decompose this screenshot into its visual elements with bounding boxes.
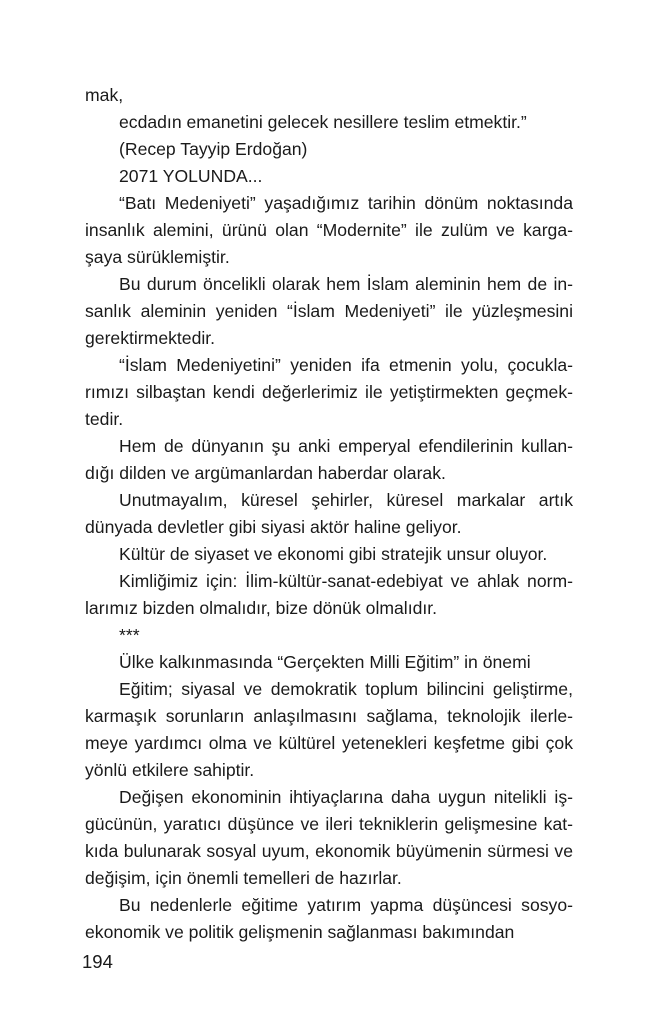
paragraph: Bu nedenlerle eğitime yatırım yapma düşüncesi sosyo-ekonomik ve politik gelişmenin sağlanması bakımından <box>85 895 573 942</box>
page-body <box>85 82 573 946</box>
page-number: 194 <box>82 951 113 972</box>
paragraph: Bu durum öncelikli olarak hem İslam aleminin hem de insanlık aleminin yeniden “İslam Medeniyeti” ile yüzleşmesini gerektirmektedir. <box>85 274 573 348</box>
section-heading: Ülke kalkınmasında “Gerçekten Milli Eğitim” in önemi <box>119 652 531 672</box>
paragraph: Değişen ekonominin ihtiyaçlarına daha uygun nitelikli işgücünün, yaratıcı düşünce ve ileri tekniklerin gelişmesine katkıda bulunarak sosyal uyum, ekonomik büyümenin sürmesi ve değişim, için önemli temelleri de hazırlar. <box>85 787 573 888</box>
paragraph: Kimliğimiz için: İlim-kültür-sanat-edebiyat ve ahlak normlarımız bizden olmalıdır, bize dönük olmalıdır. <box>85 571 573 618</box>
section-separator: *** <box>119 625 140 645</box>
paragraph: Kültür de siyaset ve ekonomi gibi stratejik unsur oluyor. <box>119 544 548 564</box>
paragraph: Hem de dünyanın şu anki emperyal efendilerinin kullandığı dilden ve argümanlardan haberdar olarak. <box>85 436 573 483</box>
paragraph: Unutmayalım, küresel şehirler, küresel markalar artık dünyada devletler gibi siyasi aktör haline geliyor. <box>85 490 573 537</box>
paragraph: “İslam Medeniyetini” yeniden ifa etmenin yolu, çocuklarımızı silbaştan kendi değerlerimiz ile yetiştirmekten geçmektedir. <box>85 355 573 429</box>
paragraph: “Batı Medeniyeti” yaşadığımız tarihin dönüm noktasında insanlık alemini, ürünü olan “Modernite” ile zulüm ve kargaşaya sürüklemiştir. <box>85 193 573 267</box>
paragraph: ecdadın emanetini gelecek nesillere teslim etmektir.” <box>119 112 527 132</box>
paragraph: 2071 YOLUNDA... <box>119 166 263 186</box>
paragraph: mak, <box>85 85 124 105</box>
paragraph: (Recep Tayyip Erdoğan) <box>119 139 308 159</box>
paragraph: Eğitim; siyasal ve demokratik toplum bilincini geliştirme, karmaşık sorunların anlaşılmasını sağlama, teknolojik ilerlemeye yardımcı olma ve kültürel yetenekleri keşfetme gibi çok yönlü etkilere sahiptir. <box>85 679 573 780</box>
